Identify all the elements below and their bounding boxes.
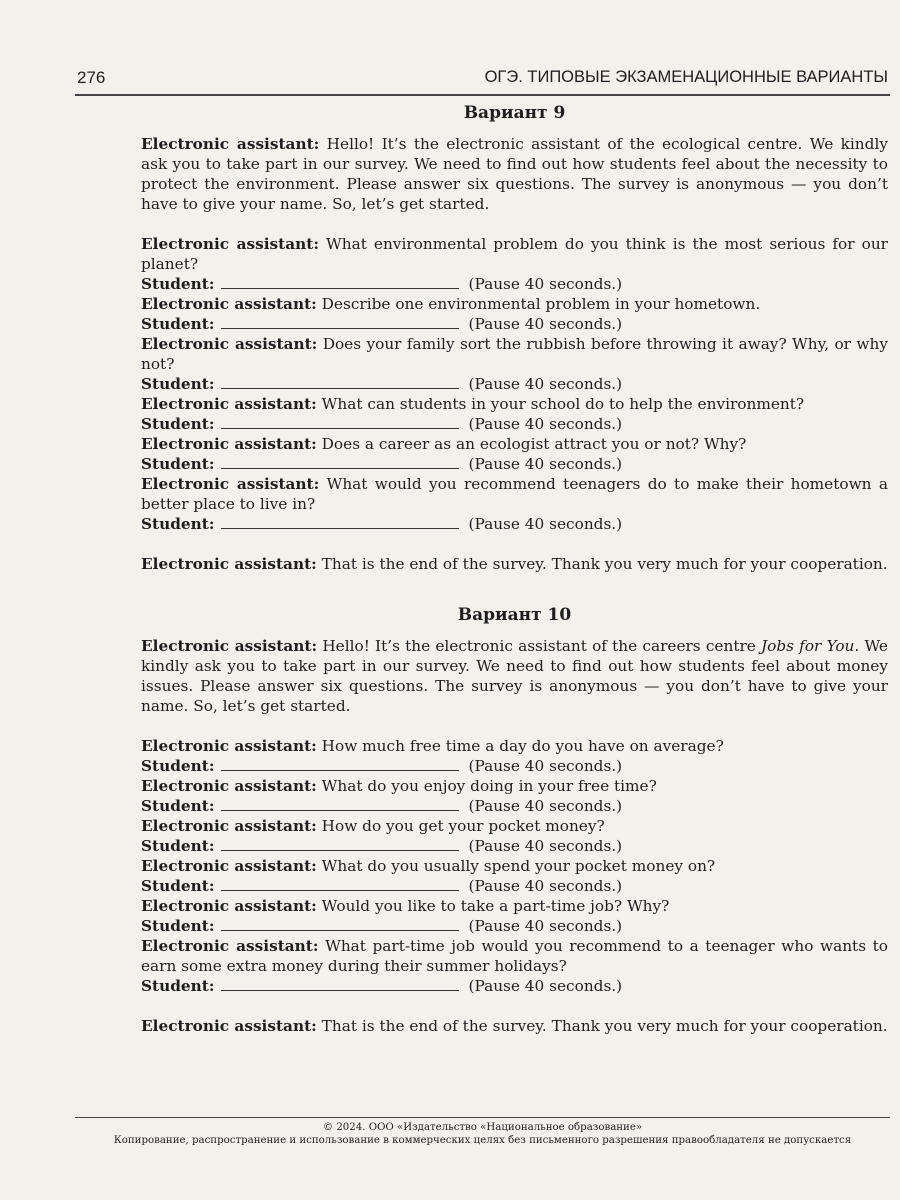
speaker-label: Electronic assistant:: [141, 555, 317, 573]
assistant-line: [141, 936, 888, 976]
pause-text: (Pause 40 seconds.): [468, 837, 623, 855]
utterance-text: That is the end of the survey. Thank you very much for your cooperation.: [321, 1017, 888, 1035]
answer-blank: [221, 454, 459, 469]
copyright-notice: Копирование, распространение и использование в коммерческих целях без письменного разрешения правообладателя не допускается: [113, 1135, 852, 1146]
student-line: [141, 876, 888, 896]
utterance-text: Hello! It’s the electronic assistant of the careers centre: [322, 637, 762, 655]
speaker-label: Electronic assistant:: [141, 475, 320, 493]
assistant-line: [141, 776, 888, 796]
page-header: [75, 66, 890, 96]
utterance-text: How much free time a day do you have on average?: [321, 737, 724, 755]
utterance-text: What do you enjoy doing in your free time?: [321, 777, 657, 795]
pause-text: (Pause 40 seconds.): [468, 877, 623, 895]
student-line: [141, 454, 888, 474]
italic-title: Jobs for You: [761, 637, 855, 655]
assistant-line: [141, 334, 888, 374]
section-spacer: [141, 574, 888, 604]
assistant-line: [141, 474, 888, 514]
utterance-text: That is the end of the survey. Thank you very much for your cooperation.: [321, 555, 888, 573]
answer-blank: [221, 414, 459, 429]
answer-blank: [221, 274, 459, 289]
assistant-line: [141, 896, 888, 916]
page-number: 276: [77, 68, 106, 87]
running-title: ОГЭ. ТИПОВЫЕ ЭКЗАМЕНАЦИОННЫЕ ВАРИАНТЫ: [484, 68, 888, 86]
pause-text: (Pause 40 seconds.): [468, 275, 623, 293]
spacer: [141, 214, 888, 234]
answer-blank: [221, 374, 459, 389]
answer-blank: [221, 514, 459, 529]
speaker-label: Student:: [141, 877, 215, 895]
pause-text: (Pause 40 seconds.): [468, 375, 623, 393]
answer-blank: [221, 976, 459, 991]
speaker-label: Student:: [141, 375, 215, 393]
assistant-line: [141, 816, 888, 836]
speaker-label: Student:: [141, 977, 215, 995]
speaker-label: Student:: [141, 315, 215, 333]
speaker-label: Electronic assistant:: [141, 335, 318, 353]
student-line: [141, 976, 888, 996]
spacer: [141, 716, 888, 736]
assistant-line: [141, 636, 888, 716]
answer-blank: [221, 756, 459, 771]
page-footer: [75, 1117, 890, 1147]
pause-text: (Pause 40 seconds.): [468, 315, 623, 333]
speaker-label: Electronic assistant:: [141, 777, 317, 795]
copyright-line: © 2024. ООО «Издательство «Национальное образование»: [322, 1122, 643, 1133]
assistant-line: [141, 434, 888, 454]
student-line: [141, 514, 888, 534]
speaker-label: Student:: [141, 455, 215, 473]
assistant-line: [141, 736, 888, 756]
speaker-label: Student:: [141, 837, 215, 855]
pause-text: (Pause 40 seconds.): [468, 977, 623, 995]
page-content: [141, 102, 888, 1036]
utterance-text: What would you recommend teenagers do to make their hometown a better place to live in?: [141, 475, 888, 513]
answer-blank: [221, 796, 459, 811]
utterance-text: Would you like to take a part-time job? Why?: [321, 897, 670, 915]
speaker-label: Electronic assistant:: [141, 435, 317, 453]
spacer: [141, 996, 888, 1016]
speaker-label: Student:: [141, 415, 215, 433]
utterance-text: What part-time job would you recommend to a teenager who wants to earn some extra money during their summer holidays?: [141, 937, 888, 975]
answer-blank: [221, 916, 459, 931]
speaker-label: Electronic assistant:: [141, 1017, 317, 1035]
utterance-text: Describe one environmental problem in your hometown.: [321, 295, 761, 313]
speaker-label: Electronic assistant:: [141, 235, 319, 253]
answer-blank: [221, 876, 459, 891]
pause-text: (Pause 40 seconds.): [468, 455, 623, 473]
pause-text: (Pause 40 seconds.): [468, 757, 623, 775]
speaker-label: Electronic assistant:: [141, 737, 317, 755]
assistant-line: [141, 856, 888, 876]
speaker-label: Electronic assistant:: [141, 637, 318, 655]
utterance-text: Hello! It’s the electronic assistant of the ecological centre. We kindly ask you to take part in our survey. We need to find out how students feel about the necessity to protect the environment. Please answer six questions. The survey is anonymous — you don’t have to give your name. So, let’s get started.: [141, 135, 888, 213]
speaker-label: Student:: [141, 275, 215, 293]
assistant-line: [141, 554, 888, 574]
student-line: [141, 374, 888, 394]
assistant-line: [141, 134, 888, 214]
pause-text: (Pause 40 seconds.): [468, 797, 623, 815]
assistant-line: [141, 394, 888, 414]
variant-section: [141, 604, 888, 1036]
speaker-label: Student:: [141, 515, 215, 533]
student-line: [141, 916, 888, 936]
speaker-label: Electronic assistant:: [141, 395, 317, 413]
pause-text: (Pause 40 seconds.): [468, 917, 623, 935]
variant-title: Вариант 10: [457, 605, 572, 625]
utterance-text: What can students in your school do to help the environment?: [321, 395, 805, 413]
speaker-label: Electronic assistant:: [141, 817, 317, 835]
student-line: [141, 274, 888, 294]
student-line: [141, 756, 888, 776]
answer-blank: [221, 314, 459, 329]
spacer: [141, 534, 888, 554]
utterance-text: What environmental problem do you think is the most serious for our planet?: [141, 235, 888, 273]
utterance-text: Does your family sort the rubbish before throwing it away? Why, or why not?: [141, 335, 888, 373]
variant-title: Вариант 9: [463, 103, 566, 123]
student-line: [141, 796, 888, 816]
variant-section: [141, 102, 888, 574]
student-line: [141, 314, 888, 334]
assistant-line: [141, 294, 888, 314]
utterance-text: What do you usually spend your pocket money on?: [321, 857, 716, 875]
pause-text: (Pause 40 seconds.): [468, 415, 623, 433]
utterance-text: Does a career as an ecologist attract you or not? Why?: [321, 435, 747, 453]
speaker-label: Electronic assistant:: [141, 937, 319, 955]
pause-text: (Pause 40 seconds.): [468, 515, 623, 533]
speaker-label: Electronic assistant:: [141, 135, 320, 153]
student-line: [141, 414, 888, 434]
speaker-label: Student:: [141, 797, 215, 815]
speaker-label: Electronic assistant:: [141, 857, 317, 875]
utterance-text: How do you get your pocket money?: [321, 817, 605, 835]
student-line: [141, 836, 888, 856]
utterance-text: . We kindly ask you to take part in our survey. We need to find out how students feel about money issues. Please answer six questions. The survey is anonymous — you don’t have to give your name. So, let’s get started.: [141, 637, 888, 715]
assistant-line: [141, 1016, 888, 1036]
speaker-label: Student:: [141, 917, 215, 935]
answer-blank: [221, 836, 459, 851]
speaker-label: Electronic assistant:: [141, 295, 317, 313]
assistant-line: [141, 234, 888, 274]
speaker-label: Electronic assistant:: [141, 897, 317, 915]
speaker-label: Student:: [141, 757, 215, 775]
